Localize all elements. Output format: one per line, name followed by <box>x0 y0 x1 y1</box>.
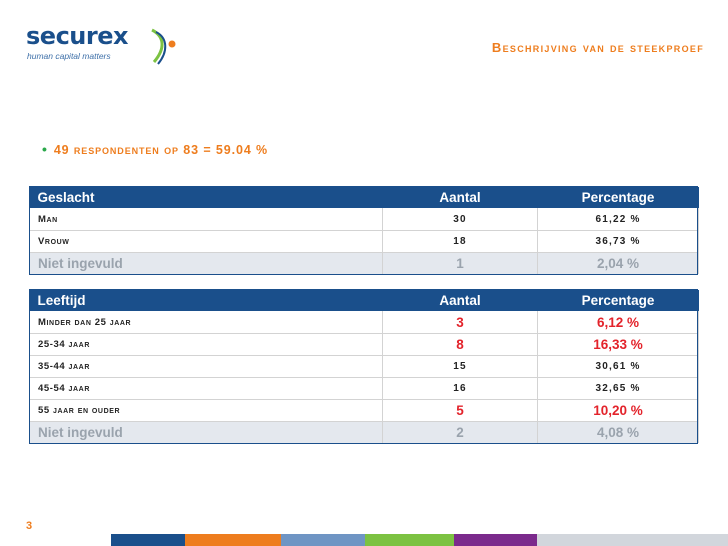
footer-segment <box>537 534 728 546</box>
row-percent: 61,22 % <box>538 208 699 230</box>
gender-table-header <box>30 187 699 208</box>
table-row <box>30 355 699 377</box>
column-header-count: Aantal <box>383 290 538 311</box>
row-count: 3 <box>383 311 538 333</box>
column-header-gender: Geslacht <box>30 187 383 208</box>
row-label: 45-54 jaar <box>30 377 383 399</box>
row-label: 25-34 jaar <box>30 333 383 355</box>
row-label: 55 jaar en ouder <box>30 399 383 421</box>
row-count: 30 <box>383 208 538 230</box>
footer-segment <box>185 534 281 546</box>
row-percent: 2,04 % <box>538 252 699 274</box>
row-label: Vrouw <box>30 230 383 252</box>
column-header-count: Aantal <box>383 187 538 208</box>
row-label: Man <box>30 208 383 230</box>
footer-segment <box>281 534 365 546</box>
row-percent: 4,08 % <box>538 421 699 443</box>
page-title: Beschrijving van de steekproef <box>491 40 704 55</box>
row-percent: 36,73 % <box>538 230 699 252</box>
age-table <box>29 290 699 444</box>
row-count: 2 <box>383 421 538 443</box>
table-row <box>30 252 699 274</box>
row-count: 15 <box>383 355 538 377</box>
row-percent: 32,65 % <box>538 377 699 399</box>
response-summary <box>42 141 268 157</box>
logo-wordmark: securex <box>26 22 128 50</box>
column-header-percentage: Percentage <box>538 187 699 208</box>
row-label: Niet ingevuld <box>30 421 383 443</box>
page-number: 3 <box>26 520 33 532</box>
response-summary-text: 49 respondenten op 83 = 59.04 % <box>53 143 269 157</box>
bullet-icon: • <box>42 141 48 157</box>
row-percent: 6,12 % <box>538 311 699 333</box>
row-label: Niet ingevuld <box>30 252 383 274</box>
footer-color-bar <box>111 534 728 546</box>
row-count: 8 <box>383 333 538 355</box>
table-row <box>30 208 699 230</box>
row-count: 5 <box>383 399 538 421</box>
row-percent: 10,20 % <box>538 399 699 421</box>
logo-tagline: human capital matters <box>27 51 111 61</box>
row-count: 16 <box>383 377 538 399</box>
securex-logo[interactable] <box>26 22 166 72</box>
footer-segment <box>365 534 454 546</box>
row-count: 18 <box>383 230 538 252</box>
table-row <box>30 399 699 421</box>
table-row <box>30 421 699 443</box>
column-header-percentage: Percentage <box>538 290 699 311</box>
table-row <box>30 230 699 252</box>
column-header-age: Leeftijd <box>30 290 383 311</box>
row-label: 35-44 jaar <box>30 355 383 377</box>
footer-segment <box>454 534 537 546</box>
age-table-header <box>30 290 699 311</box>
table-row <box>30 311 699 333</box>
row-percent: 30,61 % <box>538 355 699 377</box>
gender-table <box>29 187 699 275</box>
table-row <box>30 333 699 355</box>
table-row <box>30 377 699 399</box>
logo-swoosh-icon <box>146 26 186 66</box>
row-percent: 16,33 % <box>538 333 699 355</box>
row-count: 1 <box>383 252 538 274</box>
row-label: Minder dan 25 jaar <box>30 311 383 333</box>
footer-segment <box>111 534 185 546</box>
